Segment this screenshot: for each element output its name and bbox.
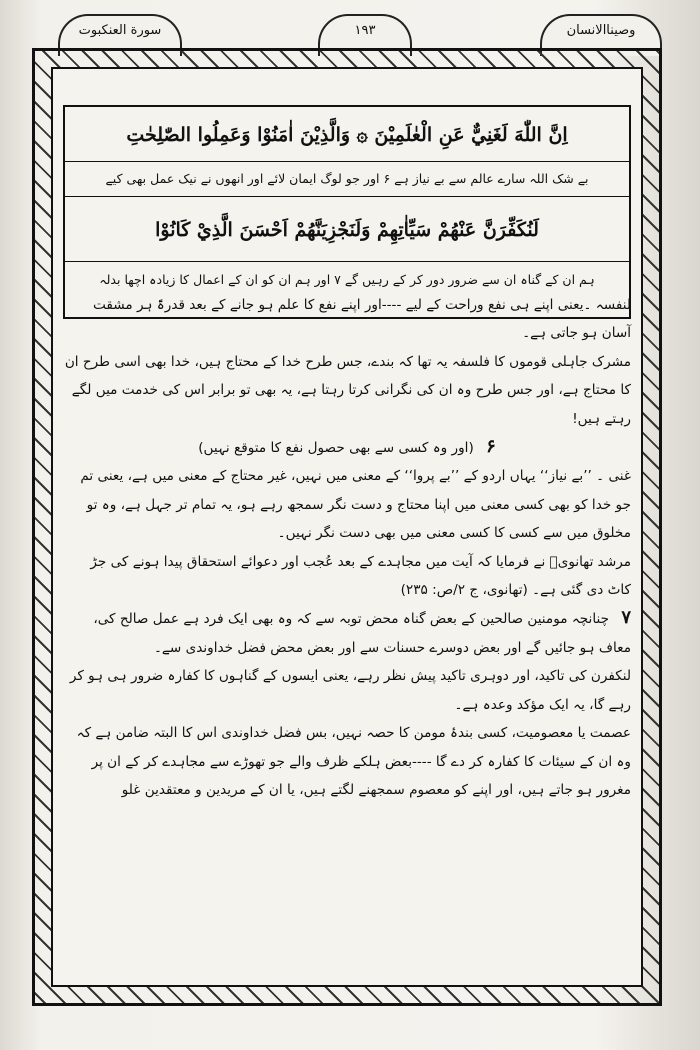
page-number: ۱۹۳ xyxy=(354,23,376,38)
juz-name: وصيناالانسان xyxy=(566,23,636,38)
footnote-marker-6: ۶ xyxy=(486,436,496,458)
ornamental-border xyxy=(32,48,662,1006)
commentary-paragraph xyxy=(63,433,631,462)
commentary-text: چنانچہ مومنین صالحین کے بعض گناہ محض توبہ سے کہ وہ بھی ایک فرد ہے عمل صالح کی، معاف ہو جائیں گے اور بعض دوسرے حسنات سے اور بعض محض فضل خداوندی سے۔ xyxy=(93,611,631,656)
commentary-paragraph: لنکفرن کی تاکید، اور دوہری تاکید پیش نظر رہے، یعنی ایسوں کے گناہوں کا کفارہ ضرور ہی ہو کر رہے گا، یہ ایک مؤکد وعدہ ہے۔ xyxy=(69,668,631,713)
verse-box xyxy=(63,105,631,319)
verse-arabic-line-1: اِنَّ اللّٰهَ لَغَنِيٌّ عَنِ الْعٰلَمِيْنَ ۞ وَالَّذِيْنَ اٰمَنُوْا وَعَمِلُوا الصّٰلِحٰتِ xyxy=(126,124,568,146)
commentary-note: (اور وہ کسی سے بھی حصول نفع کا متوقع نہیں) xyxy=(198,440,474,457)
verse-translation-line-2: ہم ان کے گناہ ان سے ضرور دور کر کے رہیں گے ۷ اور ہم ان کو ان کے اعمال کا زیادہ اچھا بدلہ xyxy=(65,261,629,298)
surah-name: سورة العنكبوت xyxy=(78,23,162,38)
commentary-paragraph xyxy=(63,604,631,662)
commentary xyxy=(63,291,631,804)
page-content-area xyxy=(51,67,643,987)
commentary-paragraph: لنفسہ ۔یعنی اپنے ہی نفع وراحت کے لیے ----اور اپنے نفع کا علم ہو جانے کے بعد قدرۃً ہر مشقت آسان ہو جاتی ہے۔ xyxy=(93,297,631,342)
verse-arabic-line-2: لَنُكَفِّرَنَّ عَنْهُمْ سَيِّاٰتِهِمْ وَلَنَجْزِيَنَّهُمْ اَحْسَنَ الَّذِيْ كَانُوْا xyxy=(155,219,539,241)
footnote-marker-7: ۷ xyxy=(621,607,631,629)
commentary-paragraph: عصمت یا معصومیت، کسی بندۂ مومن کا حصہ نہیں، بس فضل خداوندی اس کا البتہ ضامن ہے کہ وہ ان کے سیئات کا کفارہ کر دے گا ----بعض ہلکے ظرف والے جو تھوڑے سے مجاہدے کر کے ان پر مغرور ہو جاتے ہیں، اور اپنے کو معصوم سمجھنے لگتے ہیں، یا ان کے مریدین و معتقدین غلو xyxy=(76,725,631,798)
commentary-paragraph: مشرک جاہلی قوموں کا فلسفہ یہ تھا کہ بندے، جس طرح خدا کے محتاج ہیں، خدا بھی اسی طرح ان کا محتاج ہے، اور جس طرح وہ ان کی نگرانی کرتا رہتا ہے، یہ بھی تو برابر اس کی خدمت میں لگے رہتے ہیں! xyxy=(64,353,631,427)
verse-translation-line-1: بے شک اللہ سارے عالم سے بے نیاز ہے ۶ اور جو لوگ ایمان لائے اور انھوں نے نیک عمل بھی کیے xyxy=(65,161,629,197)
commentary-paragraph: مرشد تھانویؒ نے فرمایا کہ آیت میں مجاہدے کے بعد عُجب اور دعوائے استحقاق پیدا ہونے کی جڑ کاٹ دی گئی ہے۔ (تھانوی، ج ۲/ص: ۲۳۵) xyxy=(90,553,631,599)
commentary-paragraph: غنی ۔ ’’بے نیاز‘‘ یہاں اردو کے ’’بے پروا‘‘ کے معنی میں نہیں، غیر محتاج کے معنی میں ہے، یعنی تم جو خدا کو بھی کسی معنی میں اپنا محتاج و دست نگر سمجھ رہے ہو، یہ تمام تر جہل ہے، وہ تو مخلوق میں سے کسی کا کسی معنی میں بھی دست نگر نہیں۔ xyxy=(80,468,631,542)
